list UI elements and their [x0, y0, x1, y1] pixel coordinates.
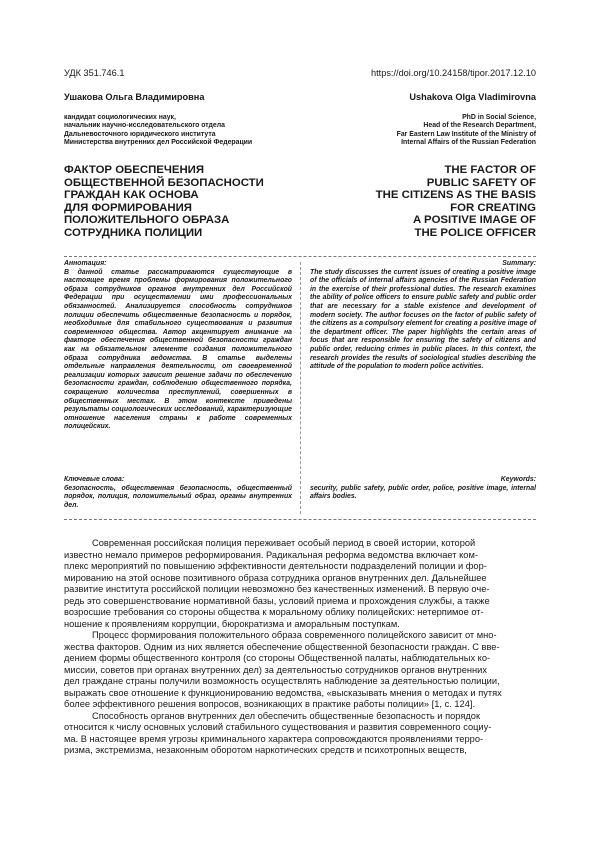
keywords-heading-ru: Ключевые слова: [64, 476, 125, 483]
body-line: миссии, советов при органах внутренних дел) за деятельностью сотрудников органов внутренних [64, 664, 488, 675]
author-name-ru: Ушакова Ольга Владимировна [64, 92, 205, 102]
title-line: ФАКТОР ОБЕСПЕЧЕНИЯ [64, 164, 205, 176]
doi-link[interactable]: https://doi.org/10.24158/tipor.2017.12.10 [371, 68, 536, 78]
affiliation-en [286, 114, 536, 148]
title-line: A POSITIVE IMAGE OF [413, 214, 536, 227]
body-line: относится к числу основных условий стабильного существования и развития современного социу- [64, 722, 492, 732]
body-line: возросшие требования со стороны общества к моральному облику полицейских: нетерпимое от- [64, 607, 484, 617]
title-line: PUBLIC SAFETY OF [426, 176, 536, 189]
body-line: ма. В настоящее время угрозы криминального характера сопровождаются проявлениями терро- [64, 733, 484, 744]
body-line: ношение к проявлениям коррупции, бюрократизма и аморальным поступкам. [64, 618, 400, 629]
column-divider [300, 262, 301, 514]
title-line: FOR CREATING [450, 201, 536, 214]
article-body [64, 538, 536, 757]
body-line: ризма, экстремизма, незаконным оборотом наркотических средств и психотропных веществ, [64, 745, 467, 755]
body-line: Процесс формирования положительного образа современного полицейского зависит от мно- [92, 630, 497, 640]
article-title-ru [64, 164, 294, 240]
body-line: жества факторов. Одним из них является обеспечение общественной безопасности граждан. С вве- [64, 641, 500, 652]
abstract-heading-en: Summary: [502, 260, 536, 267]
body-paragraph-2 [64, 630, 536, 711]
abstract-en [310, 260, 536, 372]
title-line: THE POLICE OFFICER [414, 226, 536, 239]
keywords-text-en: security, public safety, public order, police, positive image, internal affairs bodies. [310, 484, 536, 501]
title-line: THE FACTOR OF [444, 164, 536, 176]
affiliation-line: начальник научно-исследовательского отдела [64, 122, 225, 130]
keywords-heading-en: Keywords: [500, 476, 536, 483]
title-line: ПОЛОЖИТЕЛЬНОГО ОБРАЗА [64, 214, 230, 227]
body-paragraph-3 [64, 711, 536, 757]
affiliation-line: Far Eastern Law Institute of the Ministry of [396, 130, 536, 138]
keywords-text-ru: безопасность, общественная безопасность, общественный порядок, полиция, положительный образ, органы внутренних дел. [64, 484, 292, 509]
abstract-text-en: The study discusses the current issues of creating a positive image of the officials of internal affairs agencies of the Russian Federation in the exercise of their professional duties. The research examines the ability of police officers to ensure public safety and public order that are necessary for a stable existence and development of modern society. The author focuses on the factor of public safety of the citizens as a compulsory element for creating a positive image of the department officer. The paper highlights the certain areas of focus that are responsible for ensuring the safety of citizens and public order, reducing crimes in public places. In this context, the research provides the results of sociological studies describing the attitude of the population to modern police activities. [310, 268, 536, 371]
title-line: THE CITIZENS AS THE BASIS [375, 189, 536, 202]
title-line: ДЛЯ ФОРМИРОВАНИЯ [64, 201, 192, 214]
abstract-ru [64, 260, 292, 432]
abstract-text-ru: В данной статье рассматриваются существующие в настоящее время проблемы формирования положительного образа сотрудников органов внутренних дел Российской Федерации при осуществлении ими профессиональных обязанностей. Анализируется способность сотрудников полиции обеспечить общественные безопасность и порядок, необходимые для стабильного существования и развития современного общества. Автор акцентирует внимание на факторе обеспечения общественной безопасности граждан как на обязательном элементе создания положительного образа сотрудника ведомства. В статье выделены отдельные направления деятельности, от своевременной реализации которых зависит решение задачи по обеспечению безопасности граждан, соблюдению общественного порядка, сокращению количества преступлений, совершенных в общественных местах. В этом контексте приведены результаты социологических исследований, характеризующие отношение населения страны к работе современных полицейских. [64, 268, 292, 431]
body-line: Современная российская полиция переживает особый период в своей истории, которой [92, 538, 476, 548]
affiliation-line: Министерства внутренних дел Российской Федерации [64, 139, 253, 147]
affiliation-line: Head of the Research Department, [423, 122, 536, 130]
udk-code: УДК 351.746.1 [64, 68, 125, 78]
body-line: более эффективного решения вопросов, возникающих в практике работы полиции» [1, с. 124]. [64, 699, 476, 709]
body-line: плекс мероприятий по повышению эффективности деятельности подразделений полиции и фор- [64, 561, 487, 571]
body-line: выражать свое отношение к функционированию ведомства, «высказывать мнения о методах и путях [64, 687, 502, 698]
keywords-en [310, 476, 536, 502]
keywords-ru [64, 476, 292, 510]
body-line: дением формы общественного контроля (со стороны Общественной палаты, наблюдательных ко- [64, 653, 491, 663]
article-title-en [306, 164, 536, 240]
affiliation-ru [64, 114, 304, 148]
body-line: редь это совершенствование нормативной базы, условий приема и прохождения службы, а также [64, 595, 490, 606]
body-line: известно немало примеров реформирования. Радикальная реформа ведомства включает ком- [64, 549, 478, 560]
author-name-en: Ushakova Olga Vladimirovna [409, 92, 536, 102]
body-line: Способность органов внутренних дел обеспечить общественные безопасность и порядок [92, 710, 481, 721]
affiliation-line: кандидат социологических наук, [64, 114, 176, 121]
affiliation-line: Дальневосточного юридического института [64, 130, 216, 138]
title-line: ГРАЖДАН КАК ОСНОВА [64, 189, 199, 202]
title-line: СОТРУДНИКА ПОЛИЦИИ [64, 226, 203, 239]
body-line: развитие института российской полиции невозможно без качественных изменений. В первую оче- [64, 584, 490, 594]
affiliation-line: Internal Affairs of the Russian Federation [401, 139, 536, 147]
body-paragraph-1 [64, 538, 536, 630]
body-line: дел граждане страны получили возможность осуществлять наблюдение за деятельностью полиции, [64, 676, 500, 686]
body-line: мированию на этой основе позитивного образа сотрудника органов внутренних дел. Дальнейшее [64, 572, 487, 583]
abstract-heading-ru: Аннотация: [64, 260, 107, 267]
title-line: ОБЩЕСТВЕННОЙ БЕЗОПАСНОСТИ [64, 176, 264, 189]
affiliation-line: PhD in Social Science, [462, 114, 536, 121]
